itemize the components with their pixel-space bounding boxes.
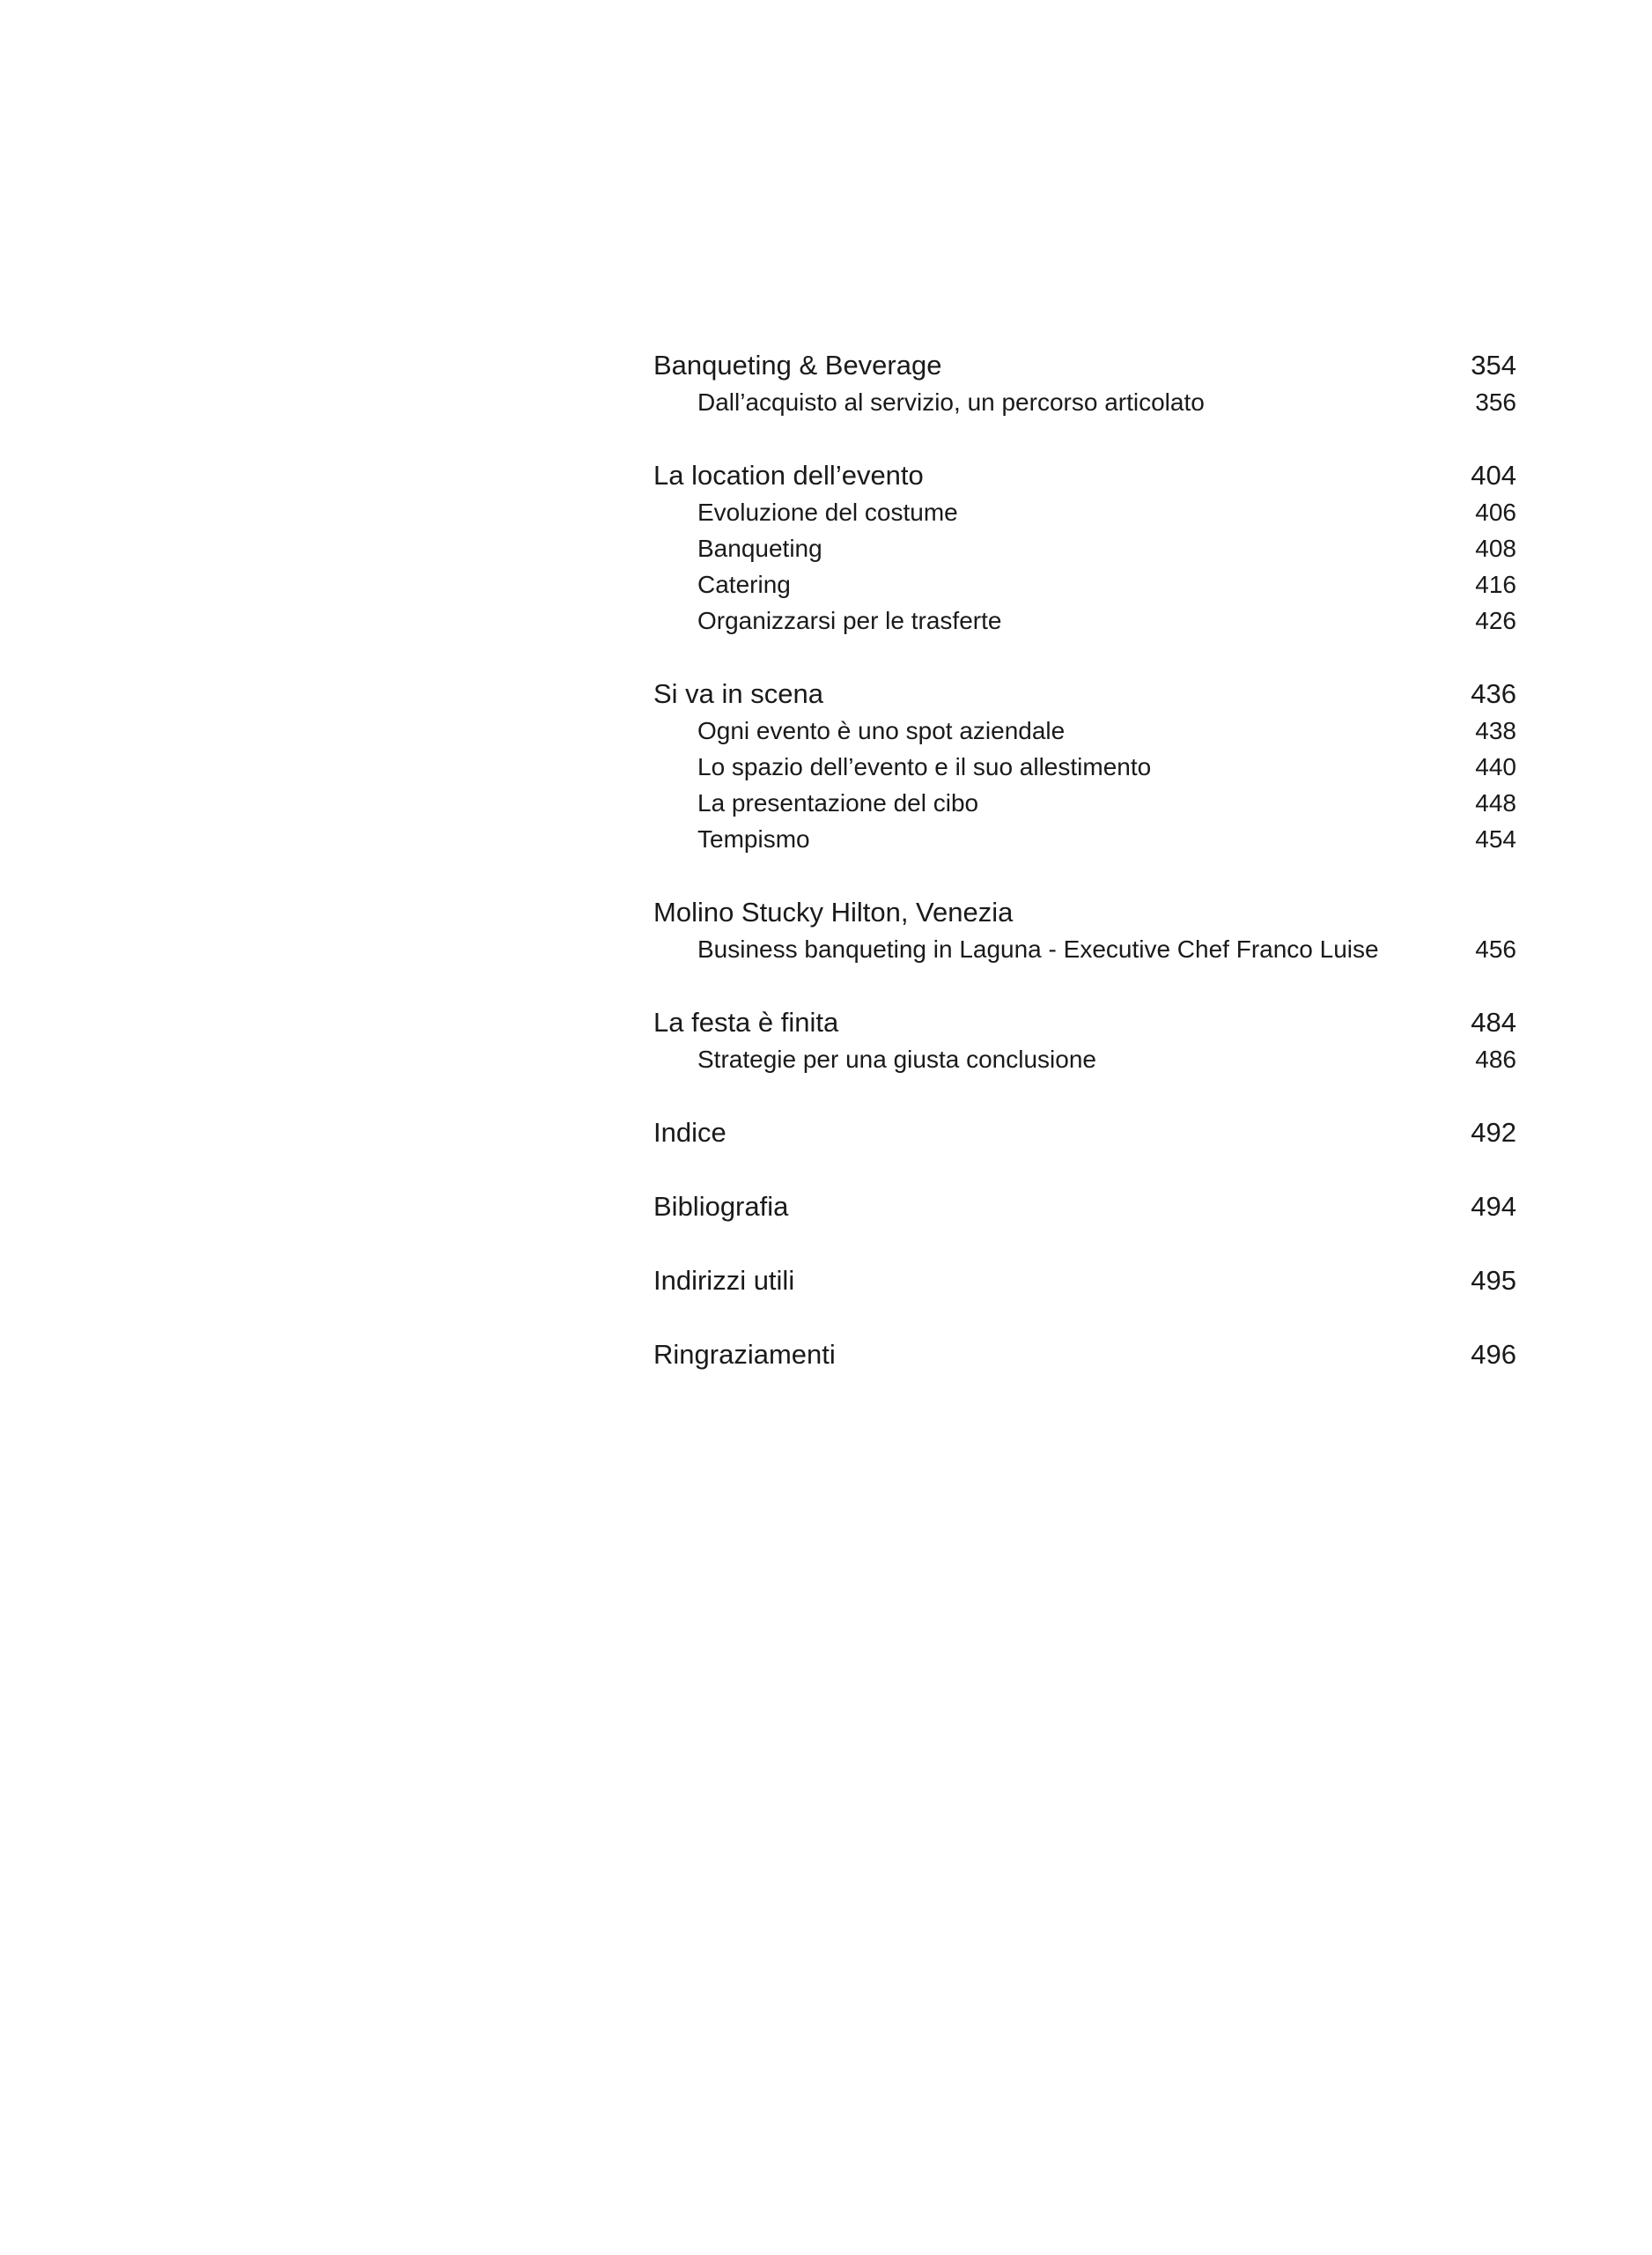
toc-chapter-title: Indice [653, 1117, 726, 1148]
toc-chapter-title: Bibliografia [653, 1191, 789, 1222]
toc-subsection-title: Tempismo [697, 825, 810, 853]
toc-chapter-title: La location dell’evento [653, 460, 924, 491]
toc-chapter-row [653, 675, 1516, 713]
toc-subsection-page: 416 [1475, 571, 1516, 598]
toc-chapter-page: 494 [1471, 1191, 1516, 1222]
table-of-contents [653, 346, 1516, 1409]
toc-section [653, 1187, 1516, 1225]
toc-chapter-row [653, 1113, 1516, 1151]
toc-section [653, 456, 1516, 639]
toc-subsection-row [653, 494, 1516, 530]
toc-subsection-row [653, 384, 1516, 420]
toc-subsection-page: 438 [1475, 717, 1516, 744]
toc-chapter-row [653, 346, 1516, 384]
toc-chapter-title: Banqueting & Beverage [653, 350, 942, 381]
toc-subsection-page: 426 [1475, 607, 1516, 634]
toc-section [653, 1003, 1516, 1077]
toc-chapter-title: La festa è finita [653, 1007, 839, 1038]
toc-section [653, 1113, 1516, 1151]
toc-chapter-page: 436 [1471, 678, 1516, 709]
toc-subsection-title: Lo spazio dell’evento e il suo allestimento [697, 753, 1152, 780]
toc-chapter-page: 496 [1471, 1339, 1516, 1370]
toc-chapter-page: 495 [1471, 1265, 1516, 1296]
toc-subsection-row [653, 931, 1516, 967]
toc-subsection-title: Business banqueting in Laguna - Executive Chef Franco Luise [697, 935, 1379, 963]
toc-subsection-title: Strategie per una giusta conclusione [697, 1046, 1096, 1073]
toc-chapter-title: Si va in scena [653, 678, 823, 709]
toc-subsection-title: Banqueting [697, 535, 822, 562]
toc-section [653, 1335, 1516, 1373]
toc-chapter-page: 484 [1471, 1007, 1516, 1038]
toc-chapter-row [653, 1335, 1516, 1373]
toc-chapter-row [653, 1003, 1516, 1041]
toc-subsection-title: Dall’acquisto al servizio, un percorso articolato [697, 388, 1205, 416]
toc-subsection-page: 448 [1475, 789, 1516, 817]
toc-section [653, 893, 1516, 967]
toc-subsection-page: 456 [1475, 935, 1516, 963]
toc-subsection-title: Evoluzione del costume [697, 499, 958, 526]
toc-chapter-page: 404 [1471, 460, 1516, 491]
toc-chapter-row [653, 1261, 1516, 1299]
toc-chapter-page: 354 [1471, 350, 1516, 381]
toc-subsection-row [653, 603, 1516, 639]
toc-section [653, 675, 1516, 857]
toc-subsection-page: 406 [1475, 499, 1516, 526]
toc-section [653, 346, 1516, 420]
toc-subsection-page: 408 [1475, 535, 1516, 562]
toc-chapter-title: Ringraziamenti [653, 1339, 836, 1370]
toc-subsection-row [653, 821, 1516, 857]
toc-subsection-page: 440 [1475, 753, 1516, 780]
toc-subsection-row [653, 566, 1516, 603]
toc-subsection-row [653, 1041, 1516, 1077]
toc-chapter-row [653, 893, 1516, 931]
toc-subsection-row [653, 530, 1516, 566]
toc-subsection-title: Ogni evento è uno spot aziendale [697, 717, 1066, 744]
toc-chapter-row [653, 456, 1516, 494]
toc-subsection-row [653, 785, 1516, 821]
toc-subsection-title: La presentazione del cibo [697, 789, 979, 817]
toc-subsection-row [653, 713, 1516, 749]
toc-chapter-page: 492 [1471, 1117, 1516, 1148]
toc-subsection-page: 356 [1475, 388, 1516, 416]
toc-section [653, 1261, 1516, 1299]
toc-chapter-title: Indirizzi utili [653, 1265, 795, 1296]
toc-subsection-title: Organizzarsi per le trasferte [697, 607, 1002, 634]
toc-subsection-row [653, 749, 1516, 785]
toc-subsection-page: 486 [1475, 1046, 1516, 1073]
toc-subsection-page: 454 [1475, 825, 1516, 853]
toc-subsection-title: Catering [697, 571, 791, 598]
toc-chapter-title: Molino Stucky Hilton, Venezia [653, 897, 1014, 928]
toc-chapter-row [653, 1187, 1516, 1225]
